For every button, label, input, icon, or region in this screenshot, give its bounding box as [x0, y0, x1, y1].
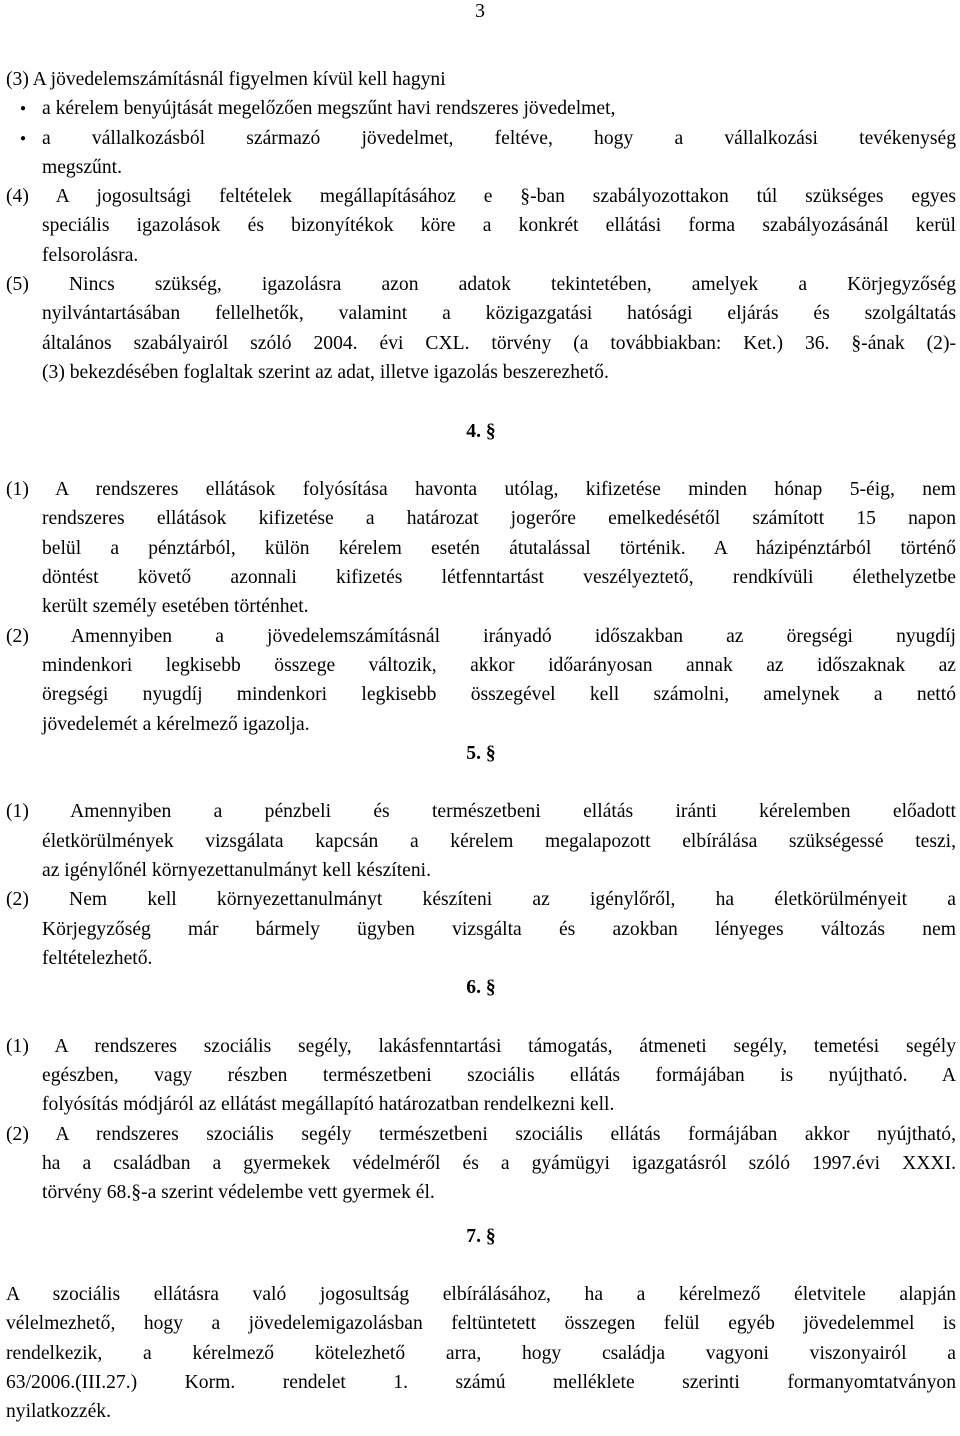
- text-line: általános szabályairól szóló 2004. évi CXL. törvény (a továbbiakban: Ket.) 36. §-ának (2)-: [42, 332, 956, 354]
- spacer: [6, 446, 956, 475]
- text-line: rendelkezik, a kérelmező kötelezhető arra, hogy családja vagyoni viszonyairól a: [6, 1342, 956, 1364]
- text-line: feltételezhető.: [42, 947, 153, 969]
- paragraph-3-3: [6, 65, 956, 182]
- spacer: [6, 387, 956, 416]
- text-line: 63/2006.(III.27.) Korm. rendelet 1. számú melléklete szerinti formanyomtatványon: [6, 1372, 956, 1394]
- text-line: (1) A rendszeres ellátások folyósítása havonta utólag, kifizetése minden hónap 5-éig, nem: [6, 479, 956, 501]
- section-heading-7: 7. §: [466, 1225, 496, 1247]
- text-line: mindenkori legkisebb összege változik, akkor időarányosan annak az időszaknak az: [42, 654, 956, 676]
- paragraph-3-4: [6, 182, 956, 270]
- paragraph-5-1: [6, 797, 956, 885]
- text-line: belül a pénztárból, külön kérelem esetén átutalással történik. A házipénztárból történő: [42, 537, 956, 559]
- bullet-item: ● a kérelem benyújtását megelőzően megszűnt havi rendszeres jövedelmet,: [6, 94, 956, 123]
- text-line: folyósítás módjáról az ellátást megállapító határozatban rendelkezni kell.: [42, 1094, 615, 1116]
- text-line: rendszeres ellátások kifizetése a határozat jogerőre emelkedésétől számított 15 napon: [42, 508, 956, 530]
- text-line: felsorolásra.: [42, 244, 139, 266]
- text-line: nyilatkozzék.: [6, 1401, 112, 1423]
- document-body: [6, 65, 956, 1427]
- text-line: (5) Nincs szükség, igazolásra azon adatok tekintetében, amelyek a Körjegyzőség: [6, 274, 956, 296]
- spacer: [6, 1208, 956, 1222]
- text-line: (4) A jogosultsági feltételek megállapításához e §-ban szabályozottakon túl szükséges egyes: [6, 186, 956, 208]
- text-line: A szociális ellátásra való jogosultság elbírálásához, ha a kérelmező életvitele alapján: [6, 1284, 956, 1306]
- text-line: (2) Nem kell környezettanulmányt készíteni az igénylőről, ha életkörülményeit a: [6, 889, 956, 911]
- text-line: (2) A rendszeres szociális segély természetbeni szociális ellátás formájában akkor nyújtható,: [6, 1123, 956, 1145]
- bullet-item: ● a vállalkozásból származó jövedelmet, feltéve, hogy a vállalkozási tevékenység: [6, 124, 956, 153]
- text-line: (1) Amennyiben a pénzbeli és természetbeni ellátás iránti kérelemben előadott: [6, 801, 956, 823]
- text-line: törvény 68.§-a szerint védelembe vett gyermek él.: [42, 1182, 435, 1204]
- text-line: az igénylőnél környezettanulmányt kell készíteni.: [42, 860, 432, 882]
- text-line: életkörülmények vizsgálata kapcsán a kérelem megalapozott elbírálása szükségessé teszi,: [42, 830, 956, 852]
- spacer: [6, 1003, 956, 1032]
- text-line: (2) Amennyiben a jövedelemszámításnál irányadó időszakban az öregségi nyugdíj: [6, 625, 956, 647]
- text-line: nyilvántartásában fellelhetők, valamint a közigazgatási hatósági eljárás és szolgáltatás: [42, 303, 956, 325]
- section-heading-4: 4. §: [466, 420, 496, 442]
- text-line: (1) A rendszeres szociális segély, lakásfenntartási támogatás, átmeneti segély, temetési segély: [6, 1035, 956, 1057]
- text-line: Körjegyzőség már bármely ügyben vizsgálta és azokban lényeges változás nem: [42, 918, 956, 940]
- paragraph-4-1: [6, 475, 956, 621]
- paragraph-7-1: [6, 1280, 956, 1426]
- paragraph-6-1: [6, 1032, 956, 1120]
- spacer: [6, 768, 956, 797]
- text-line: (3) bekezdésében foglaltak szerint az adat, illetve igazolás beszerezhető.: [42, 361, 609, 383]
- paragraph-5-2: [6, 885, 956, 973]
- text-line: (3) A jövedelemszámításnál figyelmen kívül kell hagyni: [6, 69, 446, 90]
- section-heading-5: 5. §: [466, 742, 496, 764]
- text-line: került személy esetében történhet.: [42, 596, 309, 618]
- text-line: öregségi nyugdíj mindenkori legkisebb összegével kell számolni, amelynek a nettó: [42, 684, 956, 706]
- spacer: [6, 1251, 956, 1280]
- page-number: 3: [475, 1, 485, 22]
- section-heading-6: 6. §: [466, 977, 496, 999]
- text-line: speciális igazolások és bizonyítékok köre a konkrét ellátási forma szabályozásánál kerül: [42, 215, 956, 237]
- text-line: jövedelemét a kérelmező igazolja.: [42, 713, 310, 735]
- paragraph-6-2: [6, 1120, 956, 1208]
- text-line: egészben, vagy részben természetbeni szociális ellátás formájában is nyújtható. A: [42, 1065, 956, 1087]
- text-line: ha a családban a gyermekek védelméről és a gyámügyi igazgatásról szóló 1997.évi XXXI.: [42, 1152, 956, 1174]
- text-line: vélelmezhető, hogy a jövedelemigazolásban feltüntetett összegen felül egyéb jövedelemmel is: [6, 1313, 956, 1335]
- paragraph-4-2: [6, 622, 956, 739]
- text-line: döntést követő azonnali kifizetés létfenntartást veszélyeztető, rendkívüli élethelyzetbe: [42, 567, 956, 589]
- text-line: megszűnt.: [42, 156, 122, 178]
- paragraph-3-5: [6, 270, 956, 387]
